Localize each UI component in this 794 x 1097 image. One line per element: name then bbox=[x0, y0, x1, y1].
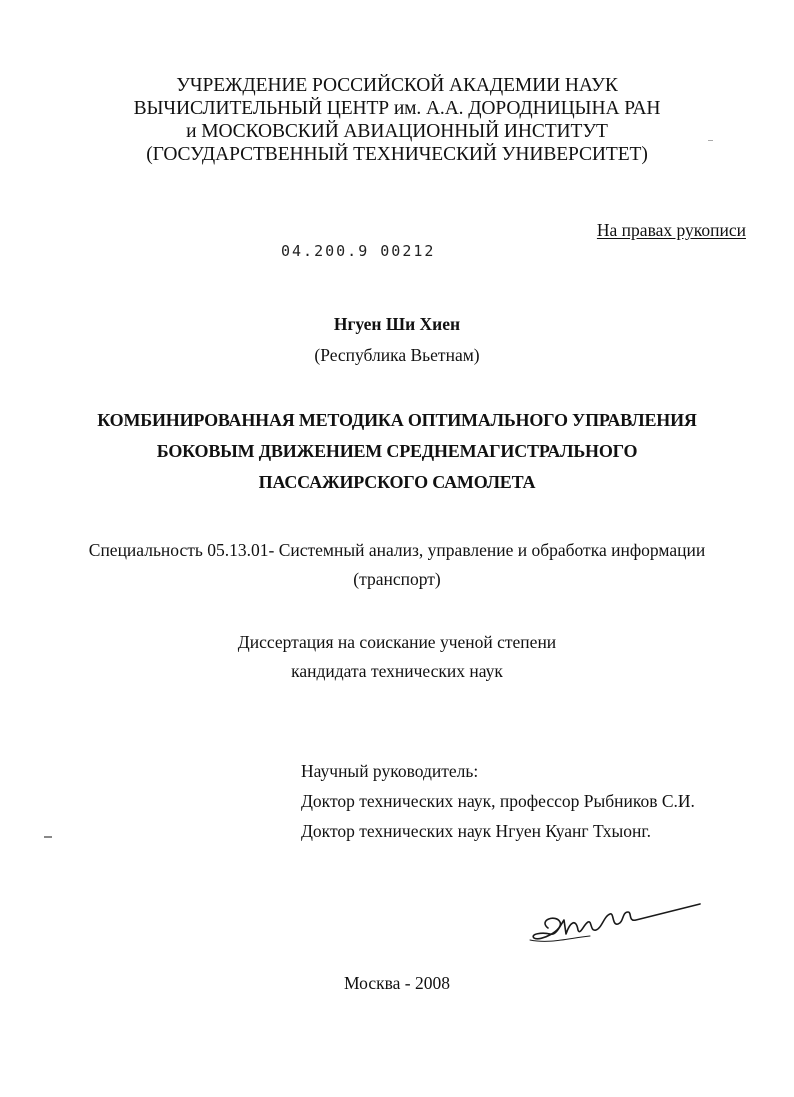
scan-speck bbox=[44, 836, 52, 838]
specialty-block bbox=[0, 536, 794, 594]
degree-line-2: кандидата технических наук bbox=[291, 661, 503, 681]
degree-line-1: Диссертация на соискание ученой степени bbox=[237, 632, 557, 652]
handwritten-signature bbox=[520, 890, 710, 960]
city-year: Москва - 2008 bbox=[344, 973, 450, 993]
institution-block bbox=[0, 74, 794, 166]
degree-block bbox=[0, 628, 794, 686]
supervisor-line-2: Доктор технических наук Нгуен Куанг Тхыонг. bbox=[301, 821, 651, 841]
catalog-number: 04.200.9 00212 bbox=[281, 242, 436, 260]
supervisor-heading: Научный руководитель: bbox=[301, 761, 479, 781]
institution-line-4: (ГОСУДАРСТВЕННЫЙ ТЕХНИЧЕСКИЙ УНИВЕРСИТЕТ) bbox=[146, 144, 648, 165]
author-country: (Республика Вьетнам) bbox=[314, 345, 480, 365]
institution-line-1: УЧРЕЖДЕНИЕ РОССИЙСКОЙ АКАДЕМИИ НАУК bbox=[176, 75, 618, 96]
scan-mark bbox=[708, 140, 713, 141]
title-line-3: ПАССАЖИРСКОГО САМОЛЕТА bbox=[258, 472, 536, 492]
author-name: Нгуен Ши Хиен bbox=[333, 314, 461, 334]
manuscript-note: На правах рукописи bbox=[596, 220, 746, 240]
title-line-2: БОКОВЫМ ДВИЖЕНИЕМ СРЕДНЕМАГИСТРАЛЬНОГО bbox=[156, 441, 638, 461]
institution-line-2: ВЫЧИСЛИТЕЛЬНЫЙ ЦЕНТР им. А.А. ДОРОДНИЦЫНА РАН bbox=[133, 98, 661, 119]
dissertation-title bbox=[0, 405, 794, 498]
supervisor-block bbox=[301, 756, 695, 846]
supervisor-line-1: Доктор технических наук, профессор Рыбников С.И. bbox=[301, 791, 695, 811]
specialty-line-1: Специальность 05.13.01- Системный анализ, управление и обработка информации bbox=[88, 540, 706, 560]
title-line-1: КОМБИНИРОВАННАЯ МЕТОДИКА ОПТИМАЛЬНОГО УПРАВЛЕНИЯ bbox=[97, 410, 697, 430]
institution-line-3: и МОСКОВСКИЙ АВИАЦИОННЫЙ ИНСТИТУТ bbox=[186, 121, 608, 142]
specialty-line-2: (транспорт) bbox=[353, 569, 441, 589]
